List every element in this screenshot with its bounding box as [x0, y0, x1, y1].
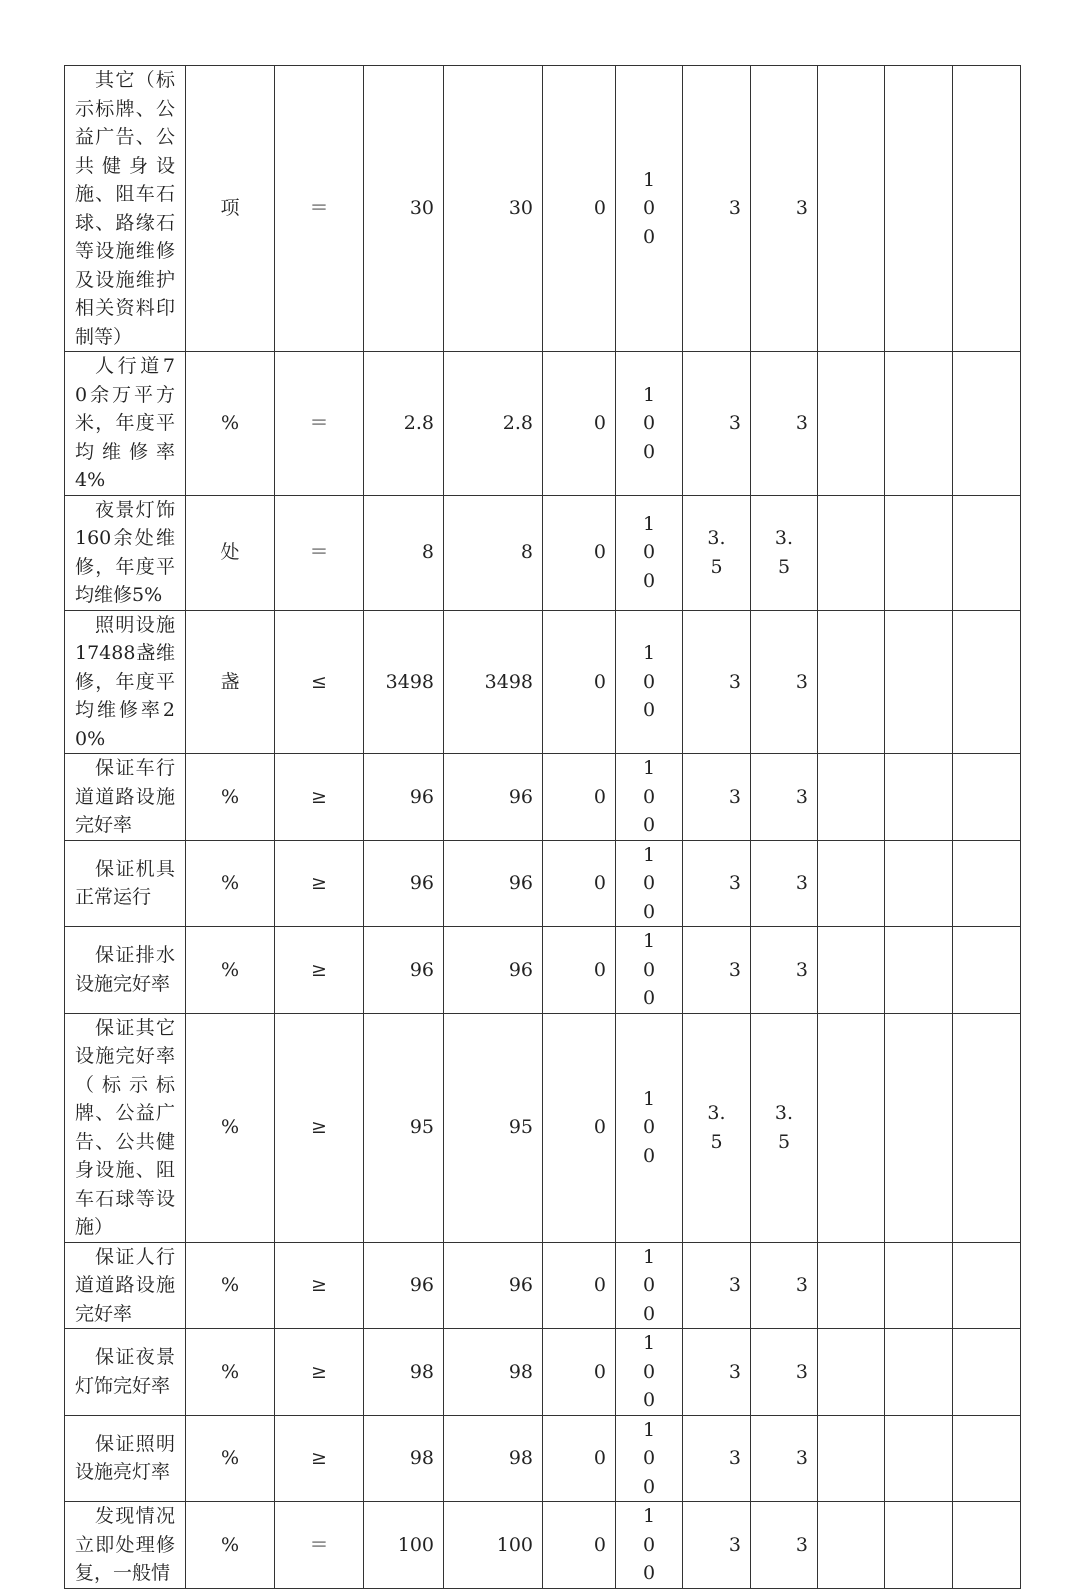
indicator-cell: 保证排水设施完好率 — [65, 927, 186, 1014]
unit-cell: % — [186, 927, 275, 1014]
empty-cell — [818, 352, 885, 496]
indicator-cell: 保证车行道道路设施完好率 — [65, 754, 186, 841]
empty-cell — [953, 754, 1021, 841]
unit-cell: % — [186, 754, 275, 841]
operator-cell: ＝ — [275, 495, 364, 610]
indicator-cell: 保证机具正常运行 — [65, 840, 186, 927]
deviation-cell: 0 — [543, 1329, 616, 1416]
empty-cell — [953, 1415, 1021, 1502]
target-value-cell: 98 — [364, 1329, 444, 1416]
actual-value-cell: 98 — [444, 1415, 543, 1502]
empty-cell — [818, 495, 885, 610]
empty-cell — [953, 1502, 1021, 1589]
completion-value: 100 — [642, 1245, 656, 1325]
completion-cell — [616, 352, 683, 496]
operator-cell: ≥ — [275, 840, 364, 927]
operator-cell: ≤ — [275, 610, 364, 754]
completion-value: 100 — [642, 512, 656, 592]
operator-cell: ≥ — [275, 927, 364, 1014]
table-body — [65, 66, 1021, 1589]
completion-value: 100 — [642, 1332, 656, 1411]
operator-cell: ＝ — [275, 66, 364, 352]
completion-value: 100 — [642, 1418, 656, 1498]
completion-cell — [616, 1013, 683, 1242]
weight-cell: 3 — [683, 1329, 751, 1416]
table-row — [65, 352, 1021, 496]
empty-cell — [818, 1502, 885, 1589]
unit-cell: % — [186, 1415, 275, 1502]
empty-cell — [818, 754, 885, 841]
completion-cell — [616, 840, 683, 927]
empty-cell — [885, 754, 953, 841]
empty-cell — [818, 1013, 885, 1242]
table-row — [65, 1329, 1021, 1416]
score-cell: 3 — [751, 352, 818, 496]
empty-cell — [885, 927, 953, 1014]
unit-cell: % — [186, 1329, 275, 1416]
indicator-cell: 保证人行道道路设施完好率 — [65, 1242, 186, 1329]
table-row — [65, 1013, 1021, 1242]
weight-cell — [683, 1013, 751, 1242]
weight-cell: 3 — [683, 840, 751, 927]
operator-cell: ≥ — [275, 754, 364, 841]
empty-cell — [885, 1502, 953, 1589]
empty-cell — [885, 352, 953, 496]
score-value: 3.5 — [774, 527, 794, 578]
operator-cell: ≥ — [275, 1415, 364, 1502]
deviation-cell: 0 — [543, 495, 616, 610]
empty-cell — [885, 1329, 953, 1416]
empty-cell — [953, 610, 1021, 754]
indicator-cell: 保证夜景灯饰完好率 — [65, 1329, 186, 1416]
actual-value-cell: 98 — [444, 1329, 543, 1416]
weight-cell: 3 — [683, 754, 751, 841]
weight-cell: 3 — [683, 927, 751, 1014]
deviation-cell: 0 — [543, 1415, 616, 1502]
indicator-cell: 照明设施17488盏维修，年度平均维修率20% — [65, 610, 186, 754]
operator-cell: ＝ — [275, 1502, 364, 1589]
deviation-cell: 0 — [543, 1502, 616, 1589]
completion-value: 100 — [642, 843, 656, 923]
deviation-cell: 0 — [543, 754, 616, 841]
score-cell: 3 — [751, 1415, 818, 1502]
empty-cell — [885, 1415, 953, 1502]
table-row — [65, 927, 1021, 1014]
completion-cell — [616, 1502, 683, 1589]
score-cell — [751, 1013, 818, 1242]
table-row — [65, 610, 1021, 754]
completion-cell — [616, 1242, 683, 1329]
indicator-cell: 保证其它设施完好率（标示标牌、公益广告、公共健身设施、阻车石球等设施） — [65, 1013, 186, 1242]
empty-cell — [953, 495, 1021, 610]
weight-cell: 3 — [683, 352, 751, 496]
weight-value: 3.5 — [707, 1102, 726, 1153]
empty-cell — [953, 1329, 1021, 1416]
indicator-cell: 其它（标示标牌、公益广告、公共健身设施、阻车石球、路缘石等设施维修及设施维护相关资料印制等） — [65, 66, 186, 352]
empty-cell — [885, 495, 953, 610]
actual-value-cell: 2.8 — [444, 352, 543, 496]
weight-cell: 3 — [683, 66, 751, 352]
empty-cell — [818, 610, 885, 754]
empty-cell — [885, 840, 953, 927]
target-value-cell: 8 — [364, 495, 444, 610]
operator-cell: ≥ — [275, 1329, 364, 1416]
deviation-cell: 0 — [543, 352, 616, 496]
completion-cell — [616, 1329, 683, 1416]
empty-cell — [818, 66, 885, 352]
completion-value: 100 — [642, 1087, 656, 1167]
score-cell: 3 — [751, 927, 818, 1014]
deviation-cell: 0 — [543, 66, 616, 352]
score-cell — [751, 495, 818, 610]
score-cell: 3 — [751, 1242, 818, 1329]
target-value-cell: 95 — [364, 1013, 444, 1242]
empty-cell — [953, 1013, 1021, 1242]
weight-cell — [683, 495, 751, 610]
target-value-cell: 2.8 — [364, 352, 444, 496]
empty-cell — [953, 66, 1021, 352]
unit-cell: 项 — [186, 66, 275, 352]
deviation-cell: 0 — [543, 1242, 616, 1329]
table-row — [65, 1415, 1021, 1502]
weight-value: 3.5 — [707, 527, 726, 578]
empty-cell — [818, 840, 885, 927]
actual-value-cell: 8 — [444, 495, 543, 610]
empty-cell — [885, 1242, 953, 1329]
actual-value-cell: 96 — [444, 840, 543, 927]
actual-value-cell: 95 — [444, 1013, 543, 1242]
unit-cell: % — [186, 1013, 275, 1242]
operator-cell: ＝ — [275, 352, 364, 496]
score-cell: 3 — [751, 610, 818, 754]
empty-cell — [818, 1329, 885, 1416]
empty-cell — [953, 840, 1021, 927]
weight-cell: 3 — [683, 610, 751, 754]
empty-cell — [818, 927, 885, 1014]
empty-cell — [818, 1415, 885, 1502]
target-value-cell: 96 — [364, 754, 444, 841]
target-value-cell: 100 — [364, 1502, 444, 1589]
empty-cell — [818, 1242, 885, 1329]
unit-cell: % — [186, 840, 275, 927]
unit-cell: 处 — [186, 495, 275, 610]
unit-cell: 盏 — [186, 610, 275, 754]
unit-cell: % — [186, 1242, 275, 1329]
empty-cell — [953, 352, 1021, 496]
score-cell: 3 — [751, 840, 818, 927]
completion-value: 100 — [642, 383, 656, 463]
actual-value-cell: 30 — [444, 66, 543, 352]
indicator-cell: 人行道70余万平方米，年度平均维修率4% — [65, 352, 186, 496]
empty-cell — [885, 1013, 953, 1242]
completion-cell — [616, 610, 683, 754]
score-cell: 3 — [751, 1329, 818, 1416]
operator-cell: ≥ — [275, 1013, 364, 1242]
completion-cell — [616, 66, 683, 352]
actual-value-cell: 96 — [444, 1242, 543, 1329]
indicator-cell: 保证照明设施亮灯率 — [65, 1415, 186, 1502]
empty-cell — [953, 927, 1021, 1014]
target-value-cell: 96 — [364, 1242, 444, 1329]
target-value-cell: 30 — [364, 66, 444, 352]
indicator-cell: 发现情况立即处理修复，一般情 — [65, 1502, 186, 1589]
empty-cell — [885, 66, 953, 352]
target-value-cell: 96 — [364, 840, 444, 927]
operator-cell: ≥ — [275, 1242, 364, 1329]
empty-cell — [953, 1242, 1021, 1329]
indicator-cell: 夜景灯饰160余处维修，年度平均维修5% — [65, 495, 186, 610]
completion-cell — [616, 927, 683, 1014]
score-cell: 3 — [751, 1502, 818, 1589]
table-row — [65, 840, 1021, 927]
table-row — [65, 66, 1021, 352]
table-row — [65, 1242, 1021, 1329]
weight-cell: 3 — [683, 1242, 751, 1329]
deviation-cell: 0 — [543, 1013, 616, 1242]
completion-cell — [616, 1415, 683, 1502]
completion-value: 100 — [642, 168, 656, 248]
table-row — [65, 495, 1021, 610]
table-row — [65, 754, 1021, 841]
score-cell: 3 — [751, 754, 818, 841]
completion-value: 100 — [642, 1505, 656, 1584]
target-value-cell: 3498 — [364, 610, 444, 754]
score-value: 3.5 — [774, 1102, 794, 1153]
unit-cell: % — [186, 1502, 275, 1589]
unit-cell: % — [186, 352, 275, 496]
actual-value-cell: 96 — [444, 754, 543, 841]
completion-value: 100 — [642, 642, 656, 721]
completion-value: 100 — [642, 757, 656, 836]
deviation-cell: 0 — [543, 927, 616, 1014]
table-row — [65, 1502, 1021, 1589]
completion-value: 100 — [642, 930, 656, 1009]
weight-cell: 3 — [683, 1502, 751, 1589]
target-value-cell: 96 — [364, 927, 444, 1014]
actual-value-cell: 3498 — [444, 610, 543, 754]
deviation-cell: 0 — [543, 840, 616, 927]
score-cell: 3 — [751, 66, 818, 352]
completion-cell — [616, 495, 683, 610]
weight-cell: 3 — [683, 1415, 751, 1502]
actual-value-cell: 100 — [444, 1502, 543, 1589]
target-value-cell: 98 — [364, 1415, 444, 1502]
deviation-cell: 0 — [543, 610, 616, 754]
performance-table — [64, 65, 1021, 1589]
actual-value-cell: 96 — [444, 927, 543, 1014]
empty-cell — [885, 610, 953, 754]
completion-cell — [616, 754, 683, 841]
